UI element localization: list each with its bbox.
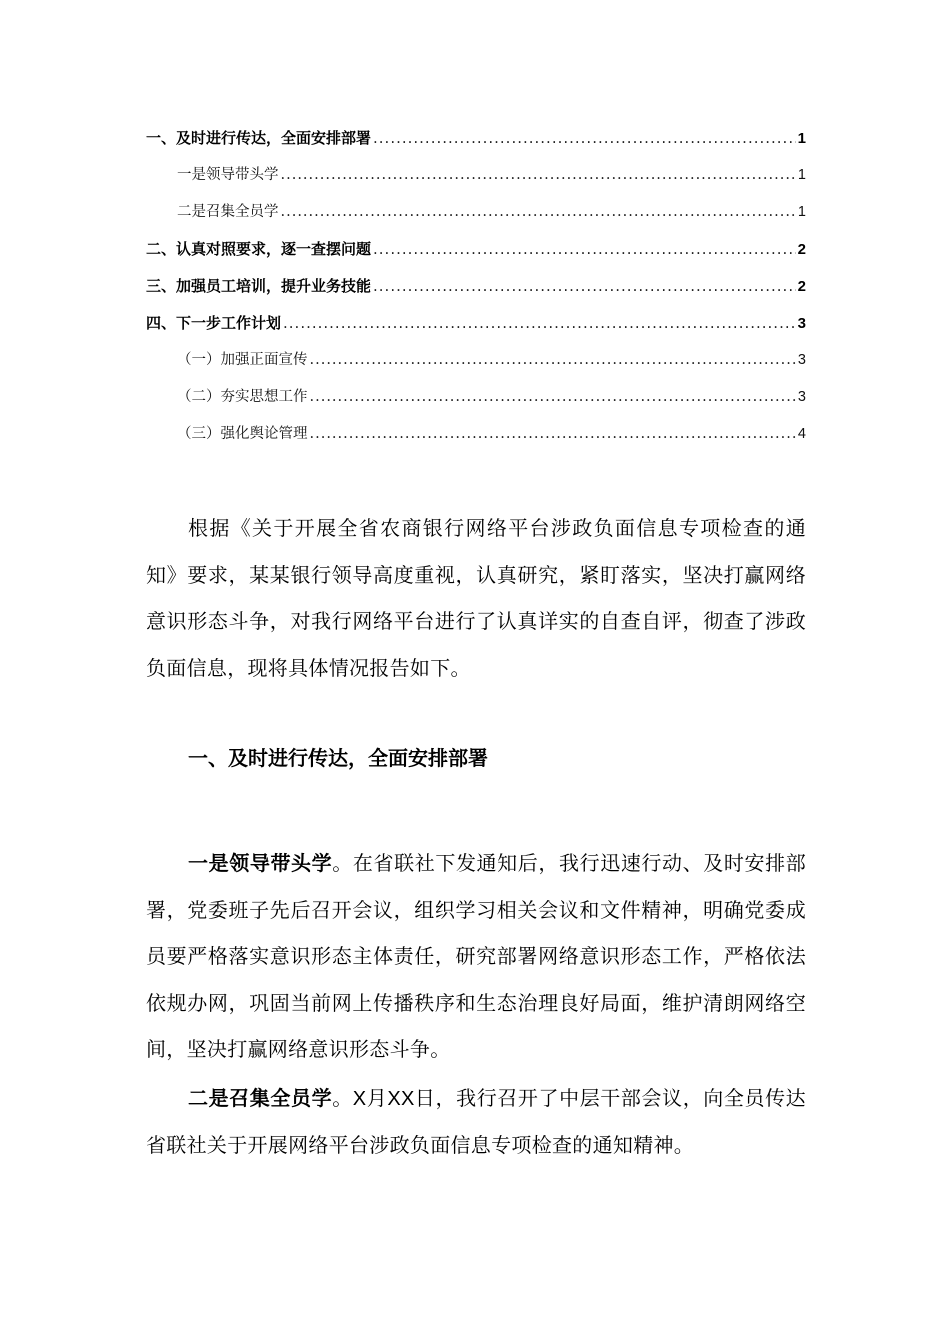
paragraph-text: 日，我行召开了中层干部会议，向全员传达省联社关于开展网络平台涉政负面信息专项检查的通知精神。 bbox=[146, 1085, 806, 1157]
toc-entry[interactable] bbox=[146, 194, 806, 231]
toc-dot-leader bbox=[281, 194, 796, 231]
paragraph-lead: 一是领导带头学 bbox=[188, 851, 333, 875]
toc-entry-text: 二是召集全员学 bbox=[177, 204, 279, 220]
toc-entry[interactable] bbox=[146, 231, 806, 268]
toc-entry-text: 一、及时进行传达，全面安排部署 bbox=[146, 129, 372, 147]
section-body bbox=[146, 840, 806, 1169]
intro-paragraph: 根据《关于开展全省农商银行网络平台涉政负面信息专项检查的通知》要求，某某银行领导高度重视，认真研究，紧盯落实，坚决打赢网络意识形态斗争，对我行网络平台进行了认真详实的自查自评，彻查了涉政负面信息，现将具体情况报告如下。 bbox=[146, 516, 806, 680]
paragraph-text: 。在省联社下发通知后，我行迅速行动、及时安排部署，党委班子先后召开会议，组织学习相关会议和文件精神，明确党委成员要严格落实意识形态主体责任，研究部署网络意识形态工作，严格依法依规办网，巩固当前网上传播秩序和生态治理良好局面，维护清朗网络空间，坚决打赢网络意识形态斗争。 bbox=[146, 851, 806, 1061]
body-paragraph bbox=[146, 1075, 806, 1169]
toc-page-number: 3 bbox=[797, 389, 806, 405]
toc-dot-leader bbox=[283, 305, 796, 342]
toc-page-number: 3 bbox=[797, 352, 806, 368]
toc-page-number: 2 bbox=[797, 241, 806, 258]
toc-entry-text: （三）强化舆论管理 bbox=[177, 426, 308, 442]
day-placeholder: XX bbox=[387, 1087, 415, 1110]
toc-entry[interactable] bbox=[146, 342, 806, 379]
paragraph-separator: 。 bbox=[332, 1085, 353, 1110]
toc-entry[interactable] bbox=[146, 379, 806, 416]
toc-dot-leader bbox=[373, 268, 796, 305]
toc-entry-text: （一）加强正面宣传 bbox=[177, 352, 308, 368]
toc-dot-leader bbox=[310, 416, 796, 453]
toc-entry-text: 三、加强员工培训，提升业务技能 bbox=[146, 277, 372, 295]
section-heading: 一、及时进行传达，全面安排部署 bbox=[188, 746, 488, 770]
table-of-contents bbox=[146, 120, 806, 453]
toc-page-number: 2 bbox=[797, 278, 806, 295]
paragraph-lead: 二是召集全员学 bbox=[188, 1085, 333, 1110]
toc-entry[interactable] bbox=[146, 120, 806, 157]
toc-page-number: 1 bbox=[797, 204, 806, 220]
month-placeholder: X bbox=[352, 1087, 367, 1110]
toc-entry-text: （二）夯实思想工作 bbox=[177, 389, 308, 405]
toc-entry-text: 二、认真对照要求，逐一查摆问题 bbox=[146, 240, 372, 258]
toc-dot-leader bbox=[373, 231, 796, 268]
toc-page-number: 1 bbox=[797, 167, 806, 183]
toc-dot-leader bbox=[281, 157, 796, 194]
toc-entry[interactable] bbox=[146, 416, 806, 453]
toc-entry[interactable] bbox=[146, 305, 806, 342]
toc-entry-text: 四、下一步工作计划 bbox=[146, 314, 282, 332]
toc-entry[interactable] bbox=[146, 268, 806, 305]
body-paragraph bbox=[146, 840, 806, 1073]
toc-dot-leader bbox=[373, 120, 796, 157]
toc-dot-leader bbox=[310, 342, 796, 379]
toc-entry-text: 一是领导带头学 bbox=[177, 167, 279, 183]
toc-entry[interactable] bbox=[146, 157, 806, 194]
intro-block bbox=[146, 505, 806, 691]
month-unit: 月 bbox=[366, 1085, 388, 1110]
toc-page-number: 4 bbox=[797, 426, 806, 442]
toc-page-number: 1 bbox=[797, 130, 806, 147]
toc-dot-leader bbox=[310, 379, 796, 416]
toc-page-number: 3 bbox=[797, 315, 806, 332]
